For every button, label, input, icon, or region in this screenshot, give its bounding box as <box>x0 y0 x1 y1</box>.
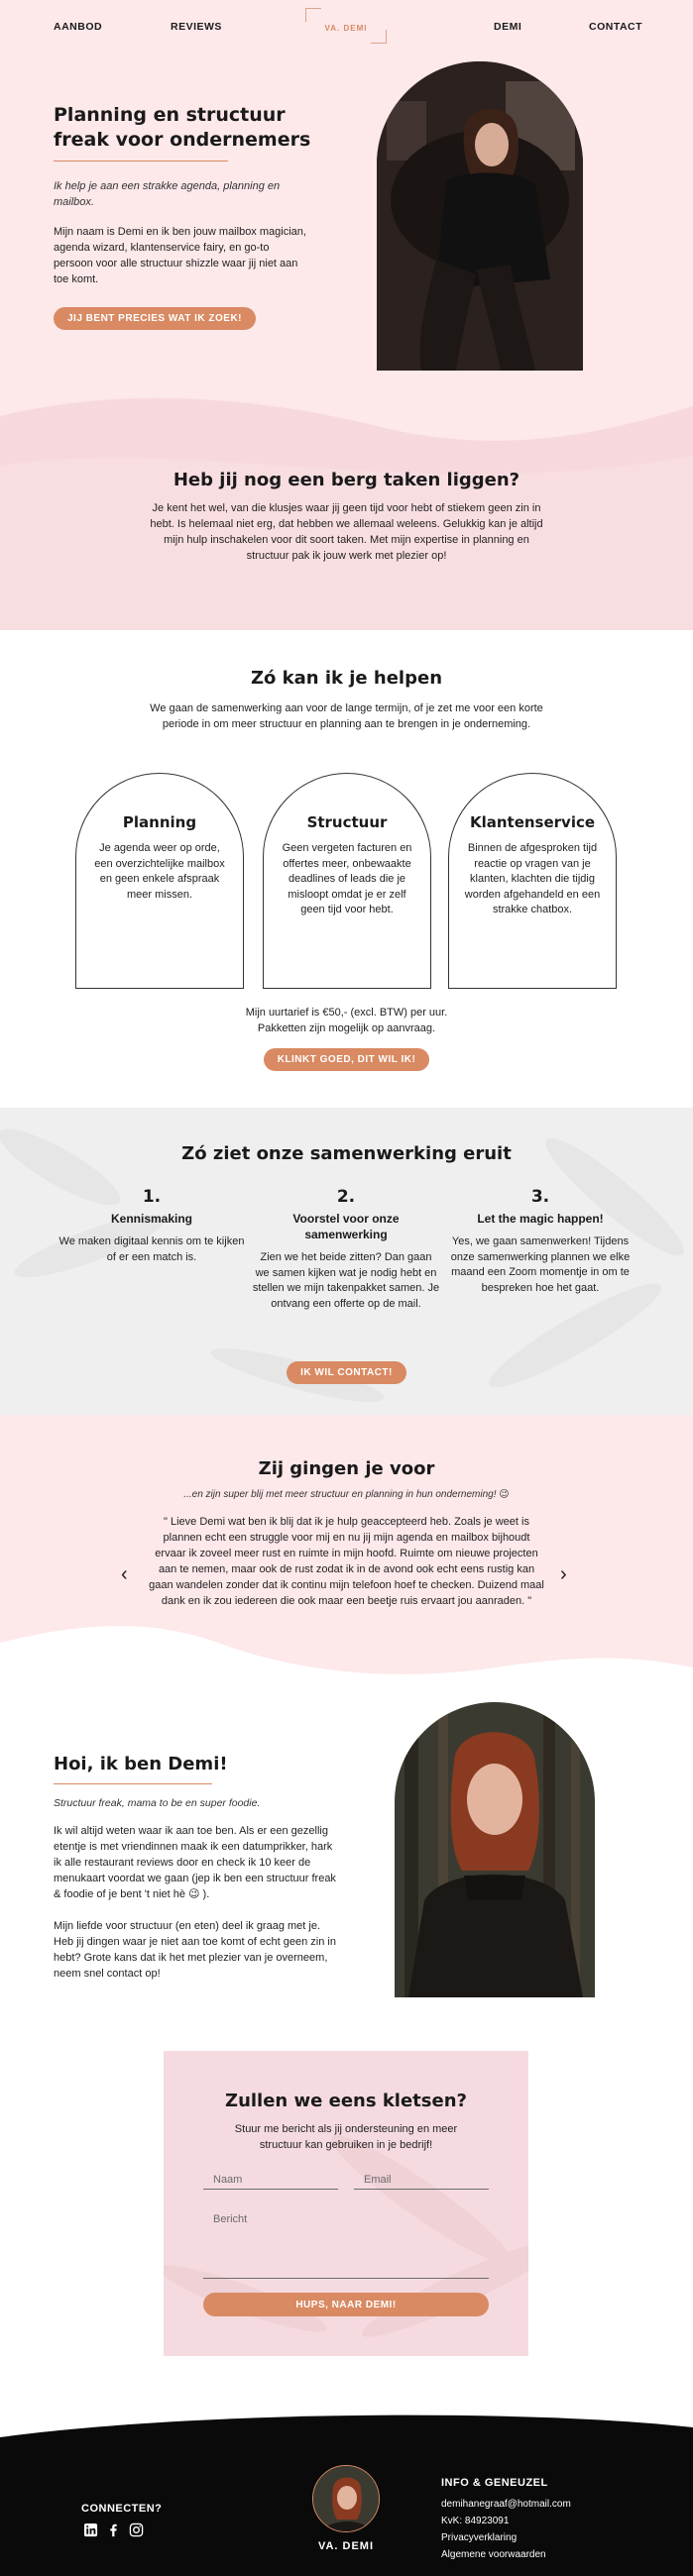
hero-cta-button[interactable]: JIJ BENT PRECIES WAT IK ZOEK! <box>54 307 256 330</box>
footer-avatar <box>312 2465 380 2532</box>
process-step-3 <box>446 1187 635 1296</box>
process-title: Zó ziet onze samenwerking eruit <box>181 1143 512 1164</box>
contact-header <box>164 2091 528 2153</box>
message-textarea[interactable] <box>203 2211 489 2279</box>
reviews-wave <box>0 1613 693 1702</box>
step-name: Voorstel voor onze samenwerking <box>292 1212 400 1241</box>
service-title: Structuur <box>306 813 388 831</box>
process-step-1 <box>58 1187 246 1265</box>
hero-section <box>0 0 693 630</box>
about-subtitle: Structuur freak, mama to be en super foodie. <box>54 1797 261 1809</box>
linkedin-icon[interactable] <box>83 2522 98 2537</box>
person-photo-illustration <box>377 61 583 371</box>
person-photo-illustration <box>395 1702 595 1997</box>
step-desc: Yes, we gaan samenwerken! Tijdens onze samenwerking plannen we elke maand een Zoom momentje in om te bespreken hoe het gaat. <box>450 1235 631 1294</box>
packages-line: Pakketten zijn mogelijk op aanvraag. <box>257 1022 436 1034</box>
process-section <box>0 1108 693 1415</box>
step-name: Kennismaking <box>110 1212 193 1226</box>
about-para-2: Mijn liefde voor structuur (en eten) deel ik graag met je. Heb jij dingen waar je niet aan toe komt of echt geen zin in hebt? Grote kans dat ik het met plezier van je overneem, neem snel contact op! <box>54 1920 336 1980</box>
email-input[interactable] <box>354 2170 489 2190</box>
tasks-block <box>0 470 693 564</box>
service-title: Planning <box>122 813 197 831</box>
social-icons <box>83 2522 144 2537</box>
about-divider <box>54 1783 212 1784</box>
contact-intro: Stuur me bericht als jij ondersteuning en meer structuur kan gebruiken in je bedrijf! <box>234 2123 458 2151</box>
reviews-section <box>0 1415 693 1702</box>
footer-logo-text: VA. DEMI <box>317 2540 375 2552</box>
reviews-title: Zij gingen je voor <box>258 1458 435 1479</box>
hero-body: Mijn naam is Demi en ik ben jouw mailbox magician, agenda wizard, klantenservice fairy, en go-to persoon voor alle structuur shizzle waar jij niet aan toe komt. <box>54 226 306 285</box>
hero-photo <box>377 61 583 371</box>
footer-kvk: KvK: 84923091 <box>441 2516 510 2526</box>
avatar-illustration <box>313 2466 380 2532</box>
process-cta-button[interactable]: IK WIL CONTACT! <box>287 1361 406 1384</box>
name-input[interactable] <box>203 2170 338 2190</box>
instagram-icon[interactable] <box>129 2522 144 2537</box>
services-title: Zó kan ik je helpen <box>250 668 443 689</box>
step-desc: We maken digitaal kennis om te kijken of er een match is. <box>58 1235 245 1263</box>
nav-logo-text: VA. DEMI <box>324 24 368 33</box>
reviews-subtitle: ...en zijn super blij met meer structuur en planning in hun onderneming! 😉 <box>183 1489 510 1500</box>
about-section <box>0 1702 693 2049</box>
footer-connect-title: CONNECTEN? <box>81 2503 163 2515</box>
carousel-next-icon[interactable]: › <box>560 1563 567 1585</box>
services-section <box>0 630 693 1108</box>
footer-terms-link[interactable]: Algemene voorwaarden <box>441 2549 546 2560</box>
about-title: Hoi, ik ben Demi! <box>54 1754 228 1774</box>
step-desc: Zien we het beide zitten? Dan gaan we samen kijken wat je nodig hebt en stellen we mijn takenpakket samen. Je ontvang een offerte op de mail. <box>252 1251 440 1310</box>
process-header <box>0 1143 693 1164</box>
contact-submit-button[interactable]: HUPS, NAAR DEMI! <box>203 2293 489 2316</box>
tasks-title: Heb jij nog een berg taken liggen? <box>173 470 520 490</box>
service-card-planning <box>75 773 244 989</box>
nav-logo[interactable] <box>305 8 387 44</box>
main-nav <box>0 0 693 55</box>
review-quote: " Lieve Demi wat ben ik blij dat ik je hulp geaccepteerd heb. Zoals je weet is plannen echt een struggle voor mij en nu jij mijn agenda en mailbox bijhoudt ervaar ik zoveel meer rust en ruimte in mijn hoofd. Ruimte om nieuwe projecten aan te nemen, maar ook de rust zodat ik in de avond ook echt eens rustig kan gaan wandelen zonder dat ik continu mijn telefoon hoef te checken. Duizend maal dank en ik zou iedereen die ook maar een beetje ruis ervaart jou aanraden. " <box>149 1516 544 1607</box>
service-title: Klantenservice <box>469 813 596 831</box>
nav-link-aanbod[interactable]: AANBOD <box>54 21 103 33</box>
services-cta-button[interactable]: KLINKT GOED, DIT WIL IK! <box>264 1048 430 1071</box>
contact-section <box>0 2049 693 2408</box>
footer-privacy-link[interactable]: Privacyverklaring <box>441 2532 518 2543</box>
nav-link-reviews[interactable]: REVIEWS <box>171 21 222 33</box>
process-step-2 <box>252 1187 440 1312</box>
rate-block <box>0 1005 693 1071</box>
reviews-header <box>0 1458 693 1609</box>
facebook-icon[interactable] <box>106 2522 121 2537</box>
services-header <box>0 668 693 732</box>
service-text: Binnen de afgesproken tijd reactie op vragen van je klanten, klachten die tijdig worden afgehandeld en een strakke chatbox. <box>464 842 601 915</box>
contact-card <box>164 2051 528 2356</box>
step-number: 3. <box>530 1187 550 1207</box>
carousel-prev-icon[interactable]: ‹ <box>121 1563 128 1585</box>
service-text: Je agenda weer op orde, een overzichtelijke mailbox en geen enkele afspraak meer missen. <box>94 842 225 901</box>
about-para-1: Ik wil altijd weten waar ik aan toe ben. Als er een gezellig etentje is met vriendinnen maak ik een datumprikker, hark ik alle restaurant reviews door en check ik 10 keer de menukaart voordat we gaan (jep ik ben een structuur freak & foodie of je bent 't niet hè 😉 ). <box>54 1825 336 1900</box>
services-intro: We gaan de samenwerking aan voor de lange termijn, of je zet me voor een korte periode in om meer structuur en planning aan te brengen in je onderneming. <box>150 702 543 730</box>
hero-subtitle: Ik help je aan een strakke agenda, planning en mailbox. <box>54 180 281 208</box>
rate-line: Mijn uurtarief is €50,- (excl. BTW) per uur. <box>245 1007 448 1019</box>
service-card-structuur <box>263 773 431 989</box>
nav-link-contact[interactable]: CONTACT <box>589 21 643 33</box>
step-number: 1. <box>142 1187 162 1207</box>
footer-email-link[interactable]: demihanegraaf@hotmail.com <box>441 2499 571 2510</box>
about-photo <box>395 1702 595 1997</box>
step-name: Let the magic happen! <box>477 1212 604 1226</box>
footer <box>0 2408 693 2576</box>
tasks-body: Je kent het wel, van die klusjes waar jij geen tijd voor hebt of stiekem geen zin in hebt. Is helemaal niet erg, dat hebben we allemaal weleens. Gelukkig kan je altijd mijn hulp inschakelen voor dit soort taken. Met mijn expertise in planning en structuur pak ik jouw werk met plezier op! <box>150 502 543 562</box>
nav-link-demi[interactable]: DEMI <box>494 21 522 33</box>
hero-title: Planning en structuur freak voor ondernemers <box>54 104 311 151</box>
step-number: 2. <box>336 1187 356 1207</box>
service-card-klantenservice <box>448 773 617 989</box>
footer-info-title: INFO & GENEUZEL <box>441 2477 548 2489</box>
process-cta-wrap <box>0 1361 693 1384</box>
service-text: Geen vergeten facturen en offertes meer, onbewaakte deadlines of leads die je misloopt omdat je er zelf geen tijd voor hebt. <box>282 842 412 915</box>
contact-title: Zullen we eens kletsen? <box>225 2091 467 2111</box>
